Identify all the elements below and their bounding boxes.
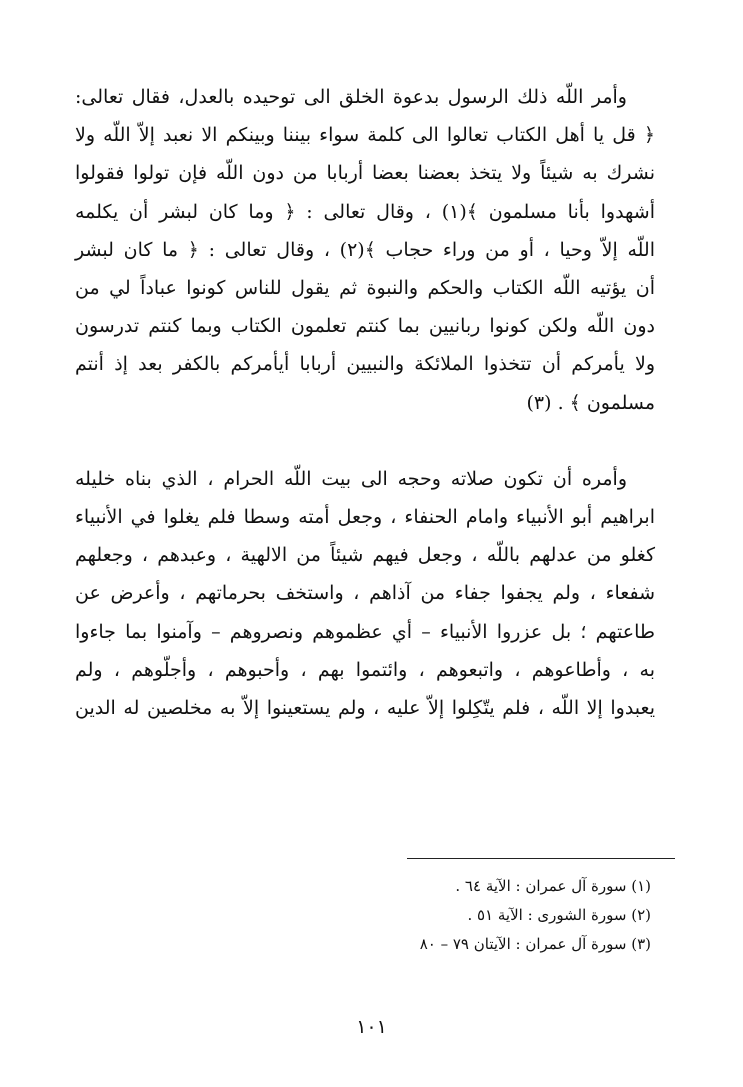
paragraph-2 — [75, 460, 655, 727]
text-line: أشهدوا بأنا مسلمون ﴾(١) ، وقال تعالى : ﴿ وما كان لبشر أن يكلمه — [75, 200, 656, 223]
text-line: شفعاء ، ولم يجفوا جفاء من آذاهم ، واستخف بحرماتهم ، وأعرض عن — [75, 582, 655, 605]
text-line: يعبدوا إلا اللّه ، فلم يتّكِلوا إلاّ عليه ، ولم يستعينوا إلاّ به مخلصين له الدين — [75, 697, 655, 720]
footnote: (٣) سورة آل عمران : الآيتان ٧٩ – ٨٠ — [419, 935, 651, 953]
text-line: ولا يأمركم أن تتخذوا الملائكة والنبيين أربابا أيأمركم بالكفر بعد إذ أنتم — [75, 353, 655, 376]
text-line: طاعتهم ؛ بل عزروا الأنبياء – أي عظموهم ونصروهم – وآمنوا بما جاءوا — [75, 620, 655, 643]
text-line: كغلو من عدلهم باللّه ، وجعل فيهم شيئاً من الالهية ، وعبدهم ، وجعلهم — [75, 544, 655, 567]
text-line: نشرك به شيئاً ولا يتخذ بعضنا بعضا أربابا من دون اللّه فإن تولوا فقولوا — [75, 162, 655, 185]
text-line: مسلمون ﴾ . (٣) — [526, 391, 655, 414]
footnote: (٢) سورة الشورى : الآية ٥١ . — [467, 906, 651, 924]
footnotes — [251, 872, 651, 959]
footnote: (١) سورة آل عمران : الآية ٦٤ . — [455, 877, 651, 895]
page-number: ١٠١ — [356, 1016, 387, 1038]
text-line: أن يؤتيه اللّه الكتاب والحكم والنبوة ثم يقول للناس كونوا عباداً لي من — [75, 277, 655, 300]
footnote-separator — [407, 858, 675, 859]
text-line: به ، وأطاعوهم ، واتبعوهم ، وائتموا بهم ، وأحبوهم ، وأجلّوهم ، ولم — [75, 658, 655, 681]
text-line: دون اللّه ولكن كونوا ربانيين بما كنتم تعلمون الكتاب وبما كنتم تدرسون — [75, 315, 655, 338]
text-line: ابراهيم أبو الأنبياء وامام الحنفاء ، وجعل أمته وسطا فلم يغلوا في الأنبياء — [75, 506, 655, 529]
main-text — [75, 78, 655, 727]
text-line: اللّه إلاّ وحيا ، أو من وراء حجاب ﴾(٢) ، وقال تعالى : ﴿ ما كان لبشر — [75, 238, 655, 261]
text-line: ﴿ قل يا أهل الكتاب تعالوا الى كلمة سواء بيننا وبينكم الا نعبد إلاّ اللّه ولا — [75, 124, 655, 147]
text-line: وأمر اللّه ذلك الرسول بدعوة الخلق الى توحيده بالعدل، فقال تعالى: — [75, 86, 627, 108]
text-line: وأمره أن تكون صلاته وحجه الى بيت اللّه الحرام ، الذي بناه خليله — [75, 467, 627, 490]
paragraph-1 — [75, 78, 655, 422]
